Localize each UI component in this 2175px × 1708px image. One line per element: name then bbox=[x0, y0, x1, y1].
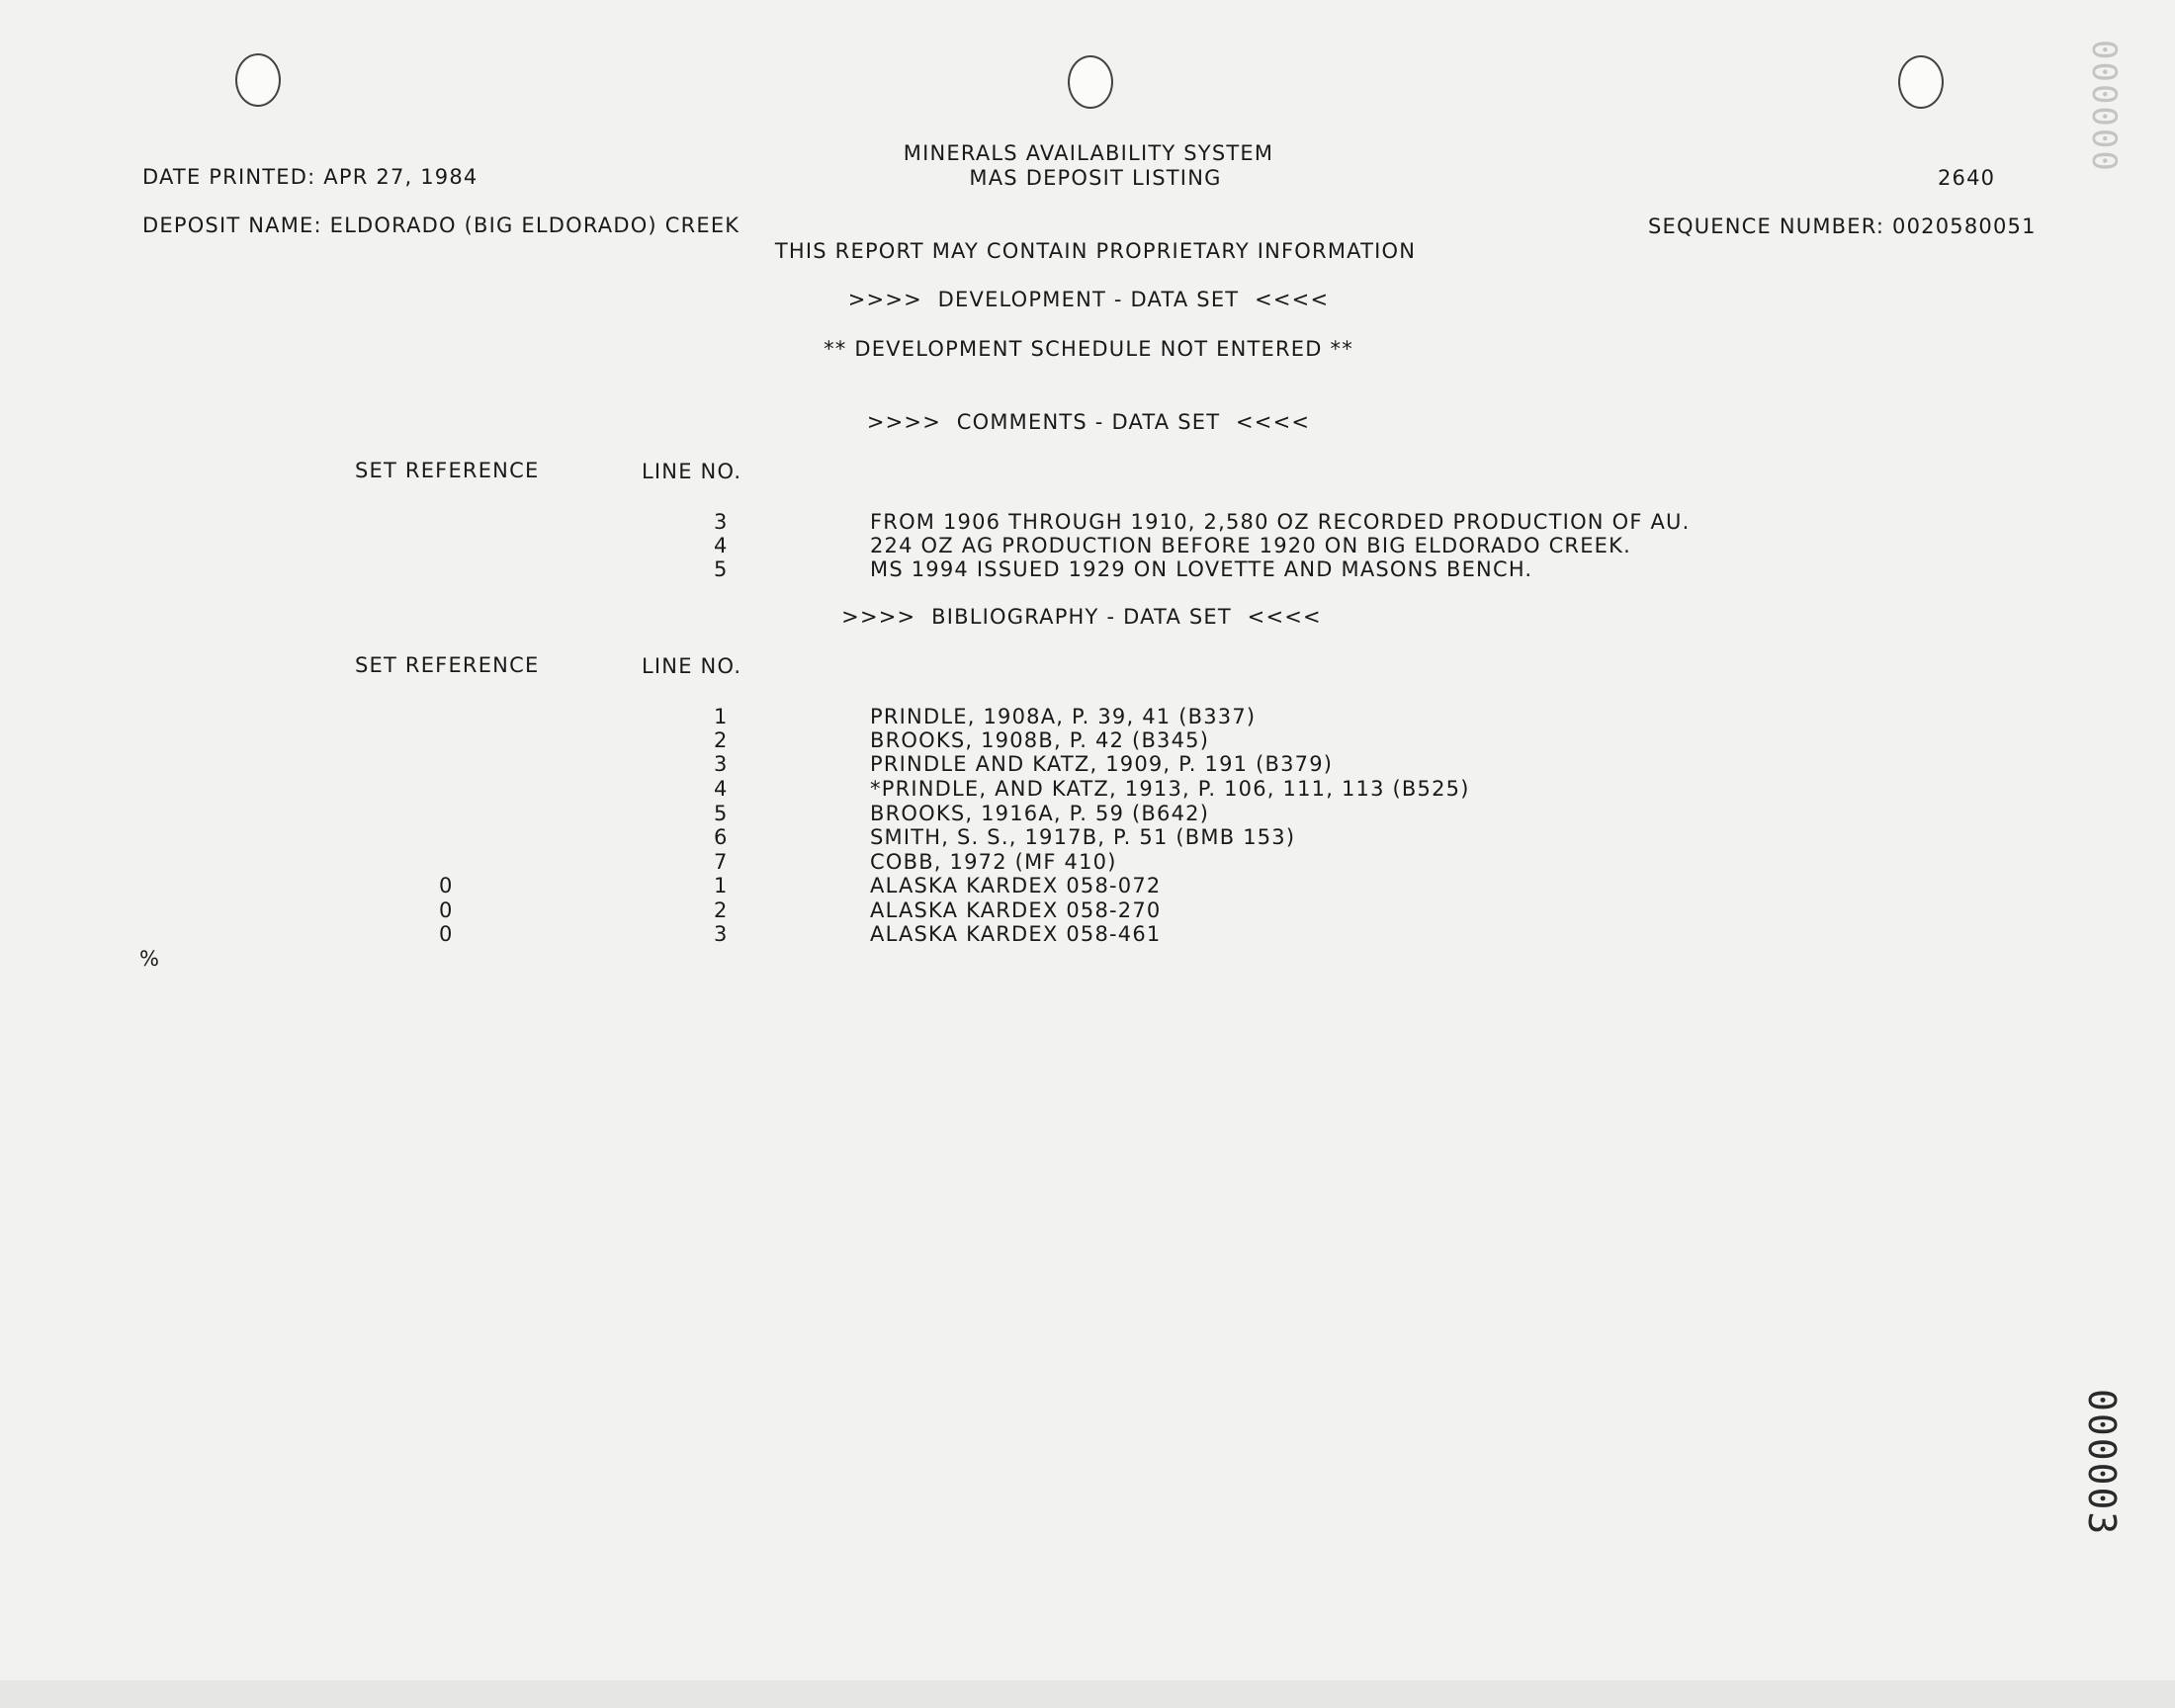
bibliography-text: BROOKS, 1916A, P. 59 (B642) bbox=[870, 802, 1210, 825]
proprietary-notice: THIS REPORT MAY CONTAIN PROPRIETARY INFORMATION bbox=[774, 239, 1417, 263]
date-printed: DATE PRINTED: APR 27, 1984 bbox=[142, 165, 478, 189]
deposit-name: DEPOSIT NAME: ELDORADO (BIG ELDORADO) CREEK bbox=[142, 214, 740, 237]
bibliography-text: *PRINDLE, AND KATZ, 1913, P. 106, 111, 113 (B525) bbox=[870, 777, 1470, 801]
bibliography-col-line-no: LINE NO. bbox=[642, 654, 742, 678]
bibliography-line-no: 7 bbox=[714, 850, 729, 874]
bibliography-text: ALASKA KARDEX 058-461 bbox=[870, 922, 1162, 946]
page-bottom-edge bbox=[0, 1680, 2175, 1708]
bibliography-line-no: 2 bbox=[714, 898, 729, 922]
development-heading: >>>> DEVELOPMENT - DATA SET <<<< bbox=[847, 288, 1330, 311]
comments-col-line-no: LINE NO. bbox=[642, 460, 742, 483]
bibliography-col-set-reference: SET REFERENCE bbox=[355, 653, 540, 677]
bibliography-text: BROOKS, 1908B, P. 42 (B345) bbox=[870, 728, 1210, 752]
comment-text: 224 OZ AG PRODUCTION BEFORE 1920 ON BIG ELDORADO CREEK. bbox=[870, 534, 1632, 557]
bibliography-set-ref: 0 bbox=[439, 874, 454, 897]
bibliography-heading: >>>> BIBLIOGRAPHY - DATA SET <<<< bbox=[841, 605, 1322, 629]
binder-hole-center bbox=[1068, 55, 1113, 109]
side-stamp-top: 000000 bbox=[2084, 40, 2124, 173]
comment-line-no: 4 bbox=[714, 534, 729, 557]
bibliography-set-ref: 0 bbox=[439, 898, 454, 922]
bibliography-line-no: 5 bbox=[714, 802, 729, 825]
comments-heading: >>>> COMMENTS - DATA SET <<<< bbox=[866, 410, 1311, 434]
bibliography-line-no: 3 bbox=[714, 922, 729, 946]
comment-line-no: 5 bbox=[714, 557, 729, 581]
bibliography-text: PRINDLE AND KATZ, 1909, P. 191 (B379) bbox=[870, 752, 1334, 776]
bibliography-line-no: 1 bbox=[714, 705, 729, 728]
comment-text: FROM 1906 THROUGH 1910, 2,580 OZ RECORDED PRODUCTION OF AU. bbox=[870, 510, 1691, 534]
bibliography-text: COBB, 1972 (MF 410) bbox=[870, 850, 1117, 874]
bibliography-line-no: 4 bbox=[714, 777, 729, 801]
bibliography-line-no: 6 bbox=[714, 825, 729, 849]
end-marker: % bbox=[139, 947, 161, 971]
listing-title: MAS DEPOSIT LISTING bbox=[969, 166, 1222, 190]
bibliography-line-no: 3 bbox=[714, 752, 729, 776]
bibliography-text: ALASKA KARDEX 058-072 bbox=[870, 874, 1162, 897]
sequence-number: SEQUENCE NUMBER: 0020580051 bbox=[1648, 214, 2037, 238]
comment-line-no: 3 bbox=[714, 510, 729, 534]
page-number: 2640 bbox=[1938, 166, 1996, 190]
side-stamp-bottom: 000003 bbox=[2080, 1389, 2124, 1537]
system-title: MINERALS AVAILABILITY SYSTEM bbox=[903, 141, 1274, 165]
binder-hole-right bbox=[1898, 55, 1944, 109]
bibliography-text: PRINDLE, 1908A, P. 39, 41 (B337) bbox=[870, 705, 1257, 728]
bibliography-line-no: 1 bbox=[714, 874, 729, 897]
bibliography-text: SMITH, S. S., 1917B, P. 51 (BMB 153) bbox=[870, 825, 1296, 849]
bibliography-text: ALASKA KARDEX 058-270 bbox=[870, 898, 1162, 922]
comment-text: MS 1994 ISSUED 1929 ON LOVETTE AND MASONS BENCH. bbox=[870, 557, 1533, 581]
development-note: ** DEVELOPMENT SCHEDULE NOT ENTERED ** bbox=[824, 337, 1353, 361]
comments-col-set-reference: SET REFERENCE bbox=[355, 459, 540, 482]
bibliography-set-ref: 0 bbox=[439, 922, 454, 946]
bibliography-line-no: 2 bbox=[714, 728, 729, 752]
binder-hole-left bbox=[235, 53, 281, 107]
